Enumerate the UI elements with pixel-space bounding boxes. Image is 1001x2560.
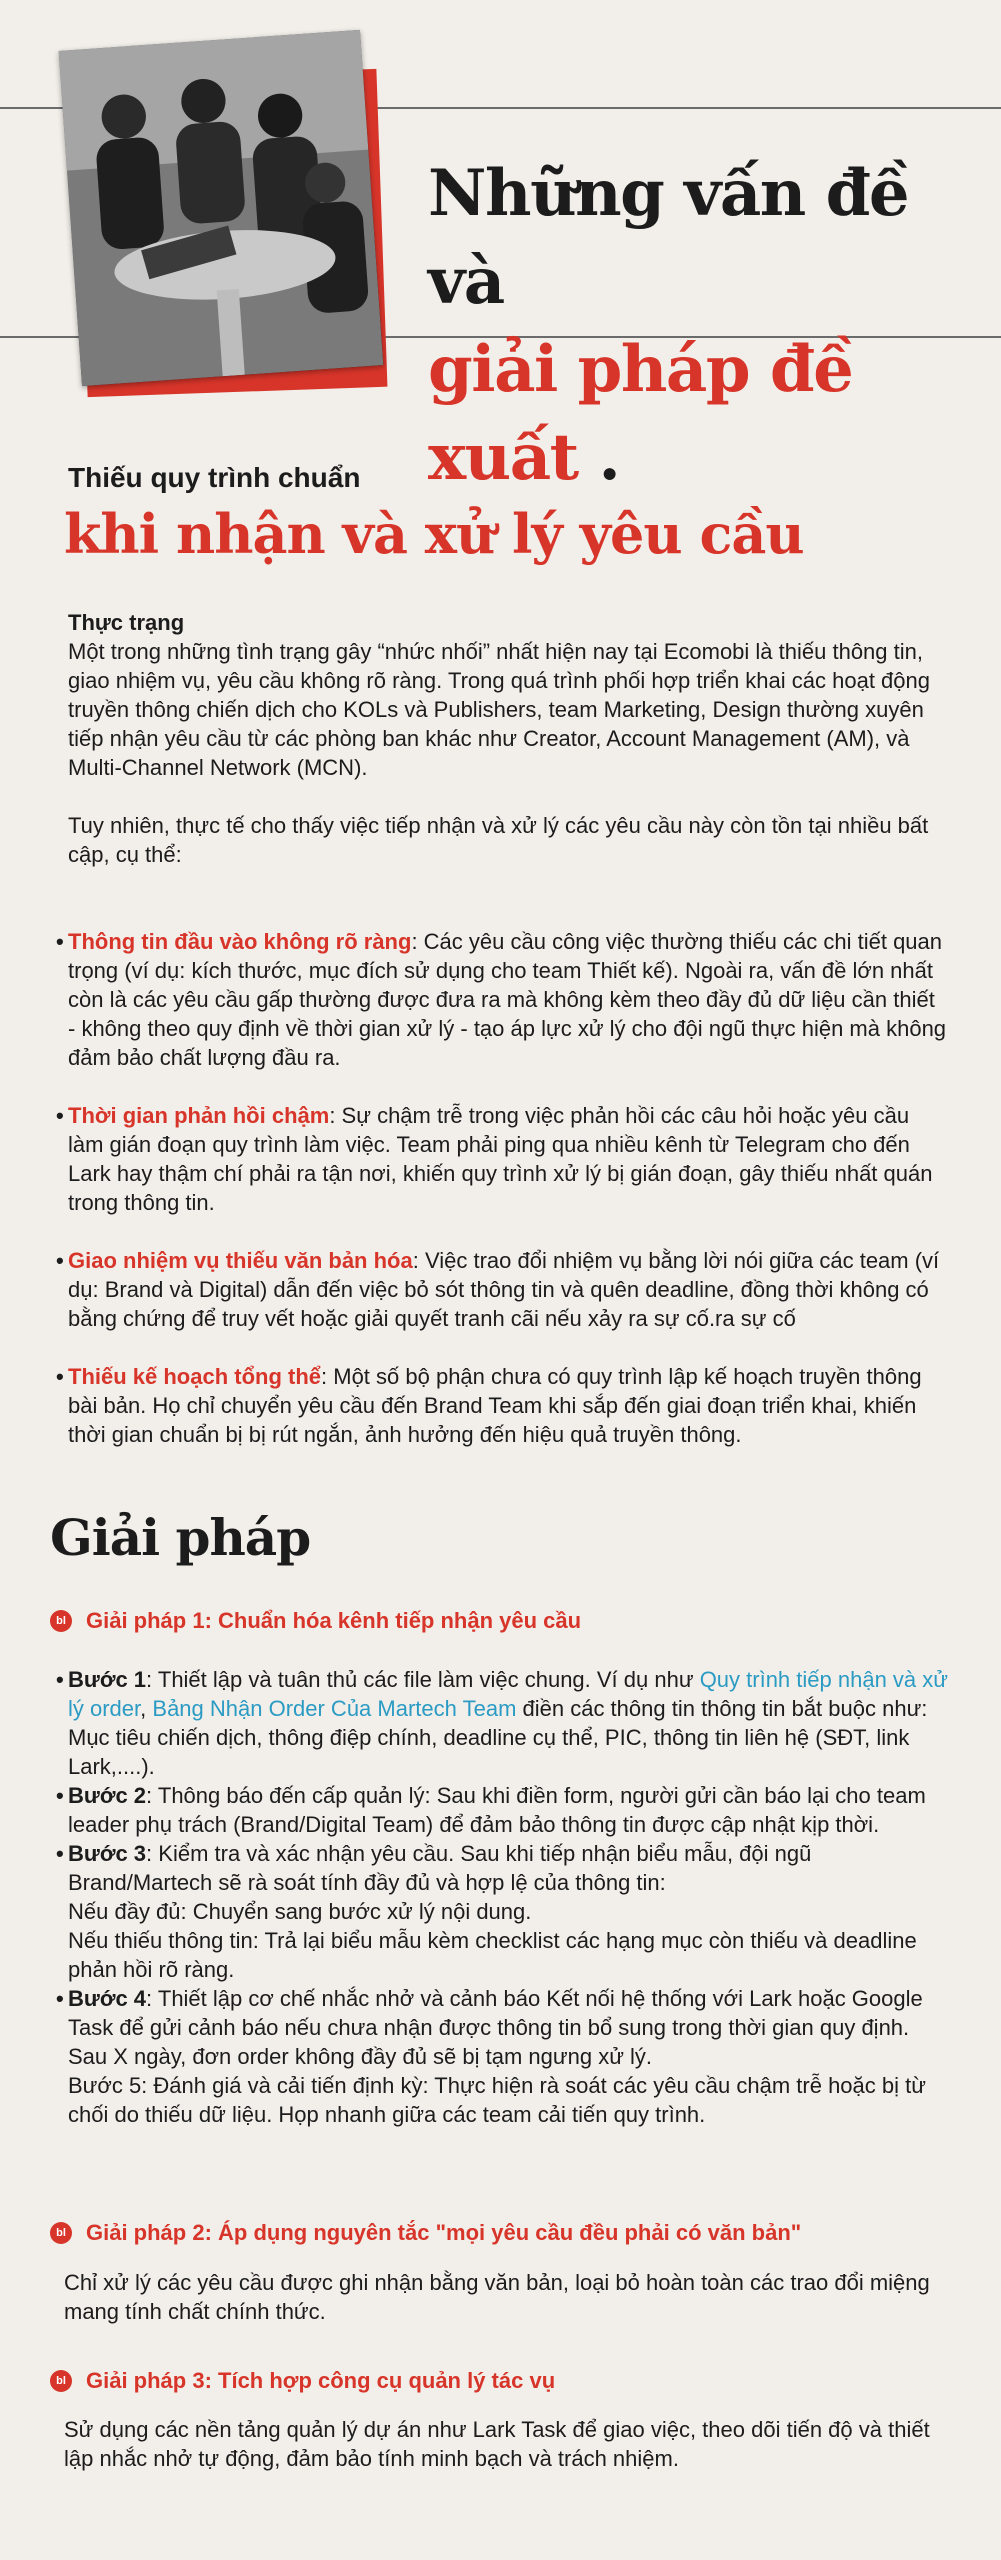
- step-5: Bước 5: Đánh giá và cải tiến định kỳ: Thực hiện rà soát các yêu cầu chậm trễ hoặc bị từ chối do thiếu dữ liệu. Họp nhanh giữa các team cải tiến quy trình.: [68, 2073, 926, 2127]
- problem-text: : Sự chậm trễ trong việc phản hồi các câu hỏi hoặc yêu cầu làm gián đoạn quy trình làm việc. Team phải ping qua nhiều kênh từ Telegram cho đến Lark hay thậm chí phải ra tận nơi, khiến quy trình xử lý bị gián đoạn, gây thiếu nhất quán trong thông tin.: [68, 1103, 933, 1215]
- intro-paragraph-2: Tuy nhiên, thực tế cho thấy việc tiếp nhận và xử lý các yêu cầu này còn tồn tại nhiều bất cập, cụ thể:: [68, 813, 929, 867]
- solution-2-title: Giải pháp 2: Áp dụng nguyên tắc "mọi yêu cầu đều phải có văn bản": [86, 2220, 802, 2245]
- solution-2-header: [50, 2220, 801, 2246]
- section-subtitle-big: khi nhận và xử lý yêu cầu: [64, 502, 804, 566]
- step-2: [68, 1781, 948, 1839]
- step-3-option-b: Nếu thiếu thông tin: Trả lại biểu mẫu kèm checklist các hạng mục còn thiếu và deadline phản hồi rõ ràng.: [68, 1928, 917, 1982]
- solution-1-header: [50, 1608, 581, 1634]
- step-2-text: : Thông báo đến cấp quản lý: Sau khi điền form, người gửi cần báo lại cho team leader phụ trách (Brand/Digital Team) để đảm bảo thông tin được cập nhật kịp thời.: [68, 1783, 926, 1837]
- step-1: [68, 1665, 948, 1781]
- solutions-heading: Giải pháp: [50, 1508, 311, 1567]
- header-photo: [70, 40, 390, 390]
- solution-badge-icon: bl: [50, 1610, 72, 1632]
- step-4-label: Bước 4: [68, 1986, 147, 2011]
- title-dot: .: [598, 420, 620, 495]
- problem-label: Giao nhiệm vụ thiếu văn bản hóa: [68, 1248, 413, 1273]
- solution-1-steps: [68, 1665, 948, 2129]
- solution-3-text: Sử dụng các nền tảng quản lý dự án như Lark Task để giao việc, theo dõi tiến độ và thiết lập nhắc nhở tự động, đảm bảo tính minh bạch và trách nhiệm.: [64, 2417, 930, 2471]
- step-4: [68, 1984, 948, 2071]
- problem-label: Thiếu kế hoạch tổng thể: [68, 1364, 322, 1389]
- step-2-label: Bước 2: [68, 1783, 147, 1808]
- problem-item: [68, 1362, 948, 1449]
- problems-content: [68, 608, 948, 1449]
- order-sheet-link[interactable]: Bảng Nhận Order Của Martech Team: [152, 1696, 517, 1721]
- step-3: [68, 1839, 948, 1897]
- page-title: [428, 150, 1001, 502]
- process-link[interactable]: Quy trình tiếp nhận và xử lý order: [68, 1667, 948, 1721]
- problem-text: : Việc trao đổi nhiệm vụ bằng lời nói giữa các team (ví dụ: Brand và Digital) dẫn đến việc bỏ sót thông tin và quên deadline, đồng thời không có bằng chứng để truy vết hoặc giải quyết tranh cãi nếu xảy ra sự cố.ra sự cố: [68, 1248, 940, 1331]
- step-3-text: : Kiểm tra và xác nhận yêu cầu. Sau khi tiếp nhận biểu mẫu, đội ngũ Brand/Martech sẽ rà soát tính đầy đủ và hợp lệ của thông tin:: [68, 1841, 812, 1895]
- title-line-2: [428, 326, 1001, 502]
- step-4-text: : Thiết lập cơ chế nhắc nhở và cảnh báo Kết nối hệ thống với Lark hoặc Google Task để gửi cảnh báo nếu chưa nhận được thông tin bổ sung trong thời gian quy định. Sau X ngày, đơn order không đầy đủ sẽ bị tạm ngưng xử lý.: [68, 1986, 923, 2069]
- team-photo-icon: [59, 30, 384, 386]
- problem-label: Thời gian phản hồi chậm: [68, 1103, 330, 1128]
- title-line-2-text: giải pháp đề xuất: [428, 332, 853, 495]
- status-heading: Thực trạng: [68, 610, 185, 635]
- solution-3-title: Giải pháp 3: Tích hợp công cụ quản lý tác vụ: [86, 2368, 556, 2393]
- solution-badge-icon: bl: [50, 2222, 72, 2244]
- step-3-option-a: Nếu đầy đủ: Chuyển sang bước xử lý nội dung.: [68, 1899, 532, 1924]
- problem-item: [68, 1101, 948, 1217]
- problem-label: Thông tin đầu vào không rõ ràng: [68, 929, 412, 954]
- step-1-label: Bước 1: [68, 1667, 147, 1692]
- problem-text: : Một số bộ phận chưa có quy trình lập kế hoạch truyền thông bài bản. Họ chỉ chuyển yêu cầu đến Brand Team khi sắp đến giai đoạn triển khai, khiến thời gian chuẩn bị bị rút ngắn, ảnh hưởng đến hiệu quả truyền thông.: [68, 1364, 922, 1447]
- problem-item: [68, 1246, 948, 1333]
- step-1-text-2: điền các thông tin thông tin bắt buộc như: Mục tiêu chiến dịch, thông điệp chính, deadline cụ thể, PIC, thông tin liên hệ (SĐT, link Lark,....).: [68, 1696, 928, 1779]
- solution-1-title: Giải pháp 1: Chuẩn hóa kênh tiếp nhận yêu cầu: [86, 1608, 582, 1633]
- step-1-text: : Thiết lập và tuân thủ các file làm việc chung. Ví dụ như: [146, 1667, 700, 1692]
- solution-3-header: [50, 2368, 555, 2394]
- section-subtitle-small: Thiếu quy trình chuẩn: [68, 462, 361, 493]
- title-line-1: Những vấn đề và: [428, 156, 909, 319]
- solution-2-text: Chỉ xử lý các yêu cầu được ghi nhận bằng văn bản, loại bỏ hoàn toàn các trao đổi miệng mang tính chất chính thức.: [64, 2270, 930, 2324]
- problem-text: : Các yêu cầu công việc thường thiếu các chi tiết quan trọng (ví dụ: kích thước, mục đích sử dụng cho team Thiết kế). Ngoài ra, vấn đề lớn nhất còn là các yêu cầu gấp thường được đưa ra mà không kèm theo đầy đủ dữ liệu cần thiết - không theo quy định về thời gian xử lý - tạo áp lực xử lý cho đội ngũ thực hiện mà không đảm bảo chất lượng đầu ra.: [68, 929, 947, 1070]
- problem-item: [68, 927, 948, 1072]
- solution-badge-icon: bl: [50, 2370, 72, 2392]
- step-1-separator: ,: [140, 1696, 153, 1721]
- step-3-label: Bước 3: [68, 1841, 147, 1866]
- intro-paragraph: Một trong những tình trạng gây “nhức nhối” nhất hiện nay tại Ecomobi là thiếu thông tin, giao nhiệm vụ, yêu cầu không rõ ràng. Trong quá trình phối hợp triển khai các hoạt động truyền thông chiến dịch cho KOLs và Publishers, team Marketing, Design thường xuyên tiếp nhận yêu cầu từ các phòng ban khác như Creator, Account Management (AM), và Multi-Channel Network (MCN).: [68, 639, 930, 780]
